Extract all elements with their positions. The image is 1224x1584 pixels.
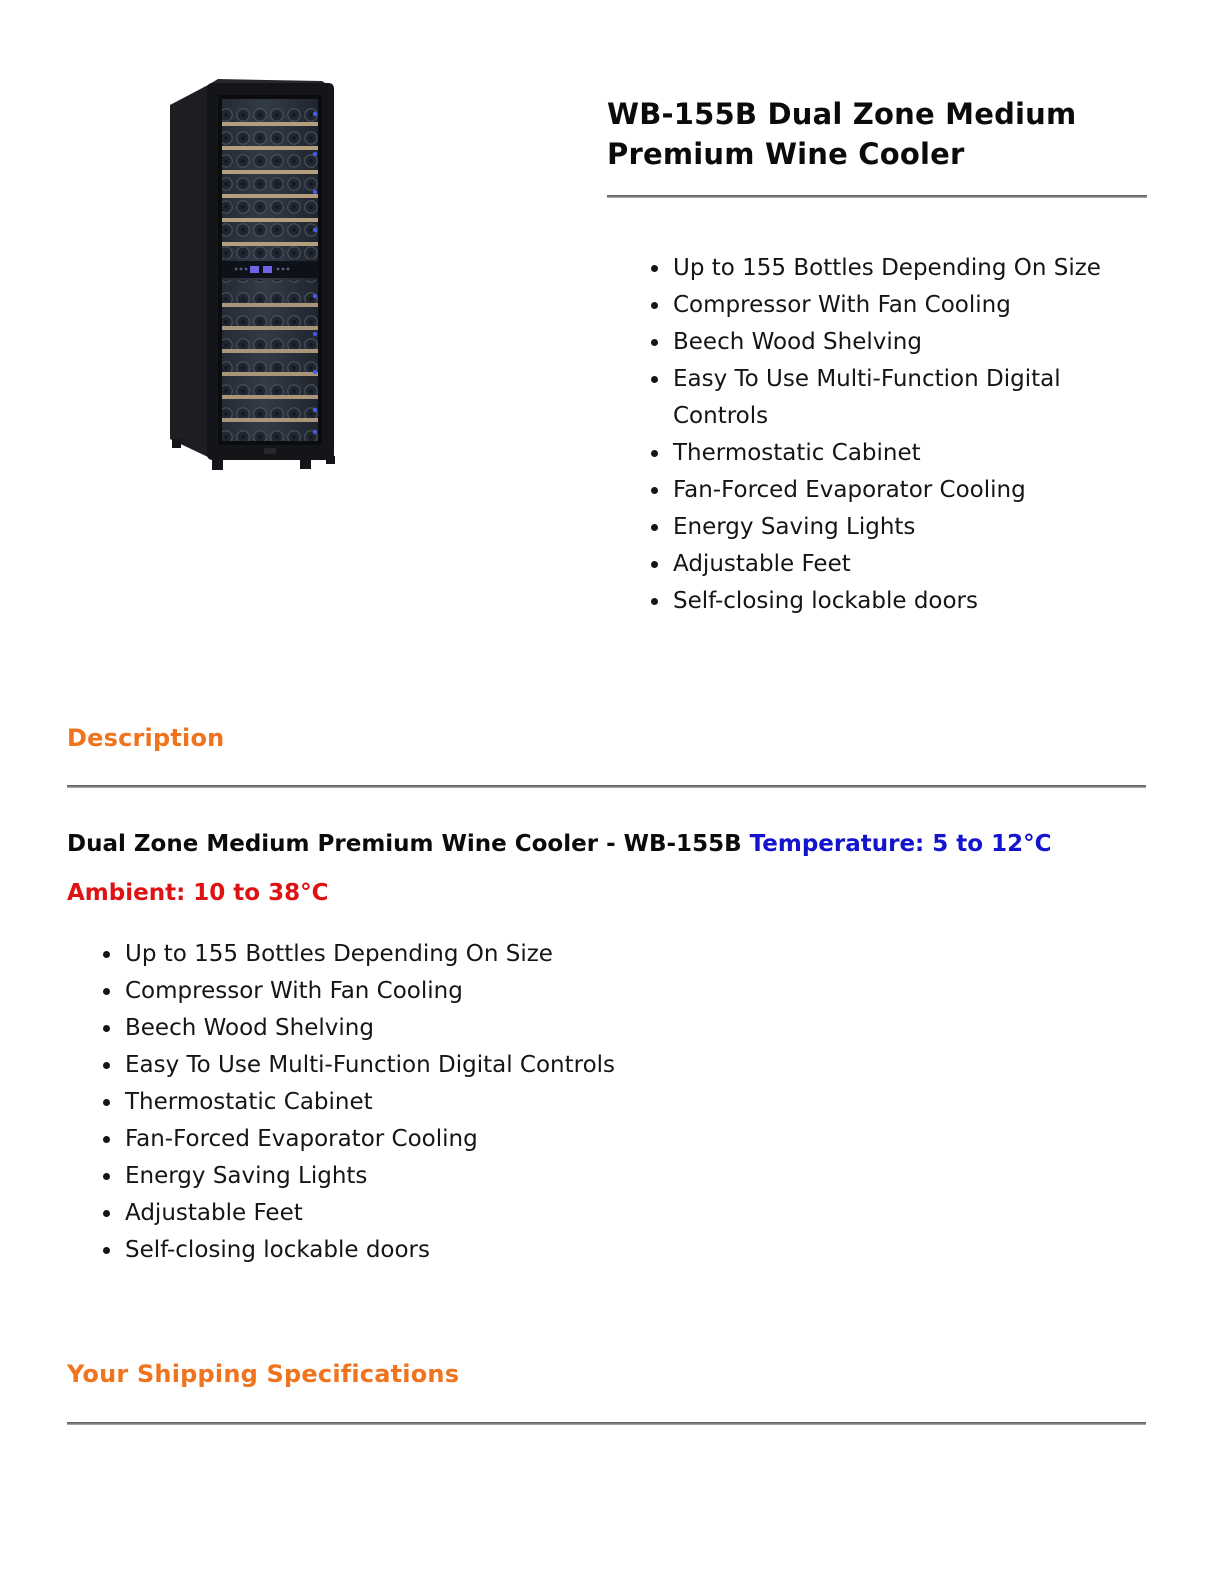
feature-item: • Compressor With Fan Cooling xyxy=(123,973,1146,1010)
feature-item: • Energy Saving Lights xyxy=(123,1158,1146,1195)
wine-cooler-illustration xyxy=(150,58,450,483)
feature-item: • Up to 155 Bottles Depending On Size xyxy=(671,250,1112,287)
temperature-text: Temperature: 5 to 12°C xyxy=(749,831,1052,857)
description-divider xyxy=(67,785,1146,788)
feature-item: • Self-closing lockable doors xyxy=(123,1232,1146,1269)
product-summary xyxy=(67,820,1146,918)
feature-item: • Beech Wood Shelving xyxy=(671,324,1112,361)
feature-item: • Adjustable Feet xyxy=(123,1195,1146,1232)
feature-item: • Beech Wood Shelving xyxy=(123,1010,1146,1047)
hero-features-list xyxy=(607,250,1112,620)
shipping-divider xyxy=(67,1422,1146,1425)
feature-item: • Compressor With Fan Cooling xyxy=(671,287,1112,324)
product-image xyxy=(150,58,450,483)
feature-item: • Thermostatic Cabinet xyxy=(671,435,1112,472)
feature-item: • Easy To Use Multi-Function Digital Controls xyxy=(123,1047,1146,1084)
feature-item: • Thermostatic Cabinet xyxy=(123,1084,1146,1121)
feature-item: • Adjustable Feet xyxy=(671,546,1112,583)
feature-item: • Self-closing lockable doors xyxy=(671,583,1112,620)
shipping-section xyxy=(67,1359,1146,1425)
feature-item: • Fan-Forced Evaporator Cooling xyxy=(123,1121,1146,1158)
feature-item: • Energy Saving Lights xyxy=(671,509,1112,546)
description-section xyxy=(67,723,1146,1269)
title-divider xyxy=(607,195,1147,198)
feature-item: • Easy To Use Multi-Function Digital Controls xyxy=(671,361,1112,435)
description-heading: Description xyxy=(67,724,225,752)
feature-item: • Up to 155 Bottles Depending On Size xyxy=(123,936,1146,973)
product-name-text: Dual Zone Medium Premium Wine Cooler - WB-155B xyxy=(67,831,742,857)
hero-text-column xyxy=(607,94,1147,620)
feature-item: • Fan-Forced Evaporator Cooling xyxy=(671,472,1112,509)
shipping-heading: Your Shipping Specifications xyxy=(67,1360,460,1388)
description-features-list xyxy=(67,936,1146,1269)
ambient-text: Ambient: 10 to 38°C xyxy=(67,880,329,906)
page-title: WB-155B Dual Zone Medium Premium Wine Cooler xyxy=(607,97,1077,171)
